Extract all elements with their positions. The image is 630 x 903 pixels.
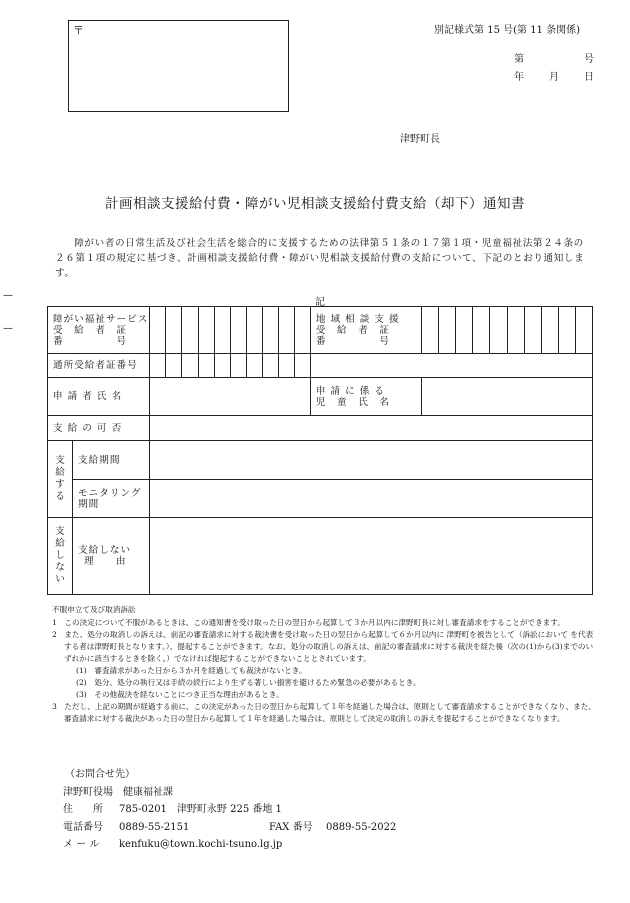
support-number-label: 地 域 相 談 支 援 受 給 者 証 番 号: [310, 307, 421, 354]
digit-cell[interactable]: [439, 307, 456, 354]
contact-office: 津野町役場 健康福祉課: [63, 786, 173, 798]
phone-value: 0889-55-2151: [119, 821, 190, 833]
body-text: 障がい者の日常生活及び社会生活を総合的に支援するための法律第５１条の１７第１項・児童福祉法第２４条の２６第１項の規定に基づき、計画相談支援給付費・障がい児相談支援給付費の支給について、下記のとおり通知します。: [55, 238, 585, 279]
document-number: [514, 50, 594, 65]
digit-cell[interactable]: [294, 354, 310, 378]
table-row: [48, 518, 593, 595]
table-row: [48, 480, 593, 518]
note-item: 1 この決定について不服があるときは、この通知書を受け取った日の翌日から起算して３か月以内に津野町長に対し審査請求をすることができます。: [52, 618, 565, 627]
number-prefix: 第: [514, 54, 524, 65]
document-title: 計画相談支援給付費・障がい児相談支援給付費支給（却下）通知書: [105, 196, 525, 212]
phone-label: 電話番号: [63, 821, 103, 833]
margin-dash: —: [3, 290, 13, 301]
monitoring-label: モニタリング 期間: [73, 480, 150, 518]
date-day: 日: [584, 72, 594, 83]
postal-mark: 〒: [73, 24, 84, 37]
contact-address-row: [63, 801, 396, 819]
child-name-label: 申 請 に 係 る 児 童 氏 名: [310, 378, 421, 416]
address-value: 785-0201 津野町永野 225 番地 1: [119, 804, 282, 815]
notes-heading: 不服申立て及び取消訴訟: [52, 605, 136, 614]
ki-heading: 記: [315, 297, 325, 308]
digit-cell[interactable]: [230, 354, 246, 378]
appeal-notes: [52, 604, 597, 725]
table-row: [48, 441, 593, 480]
address-label: 住 所: [63, 804, 103, 815]
day-care-number-label: 通所受給者証番号: [48, 354, 150, 378]
digit-cell[interactable]: [422, 307, 439, 354]
digit-cell[interactable]: [278, 307, 294, 354]
digit-cell[interactable]: [541, 307, 558, 354]
monitoring-field[interactable]: [150, 480, 593, 518]
digit-cell[interactable]: [575, 307, 592, 354]
digit-cell[interactable]: [262, 307, 278, 354]
fax-value: 0889-55-2022: [326, 821, 397, 833]
digit-cell[interactable]: [246, 354, 262, 378]
date-year: 年: [514, 72, 524, 83]
note-item: 2 また、処分の取消しの訴えは、前記の審査請求に対する裁決書を受け取った日の翌日から起算して６か月以内に 津野町を被告として（訴訟において を代表する者は津野町長となります。）、提起することができます。なお、処分の取消しの訴えは、前記の審査請求に対する裁決を経た後（次の(1)から(3)までのいずれかに該当するときを除く。）でなければ提起することができないこととされています。: [52, 630, 594, 663]
digit-cell[interactable]: [182, 354, 198, 378]
digit-cell[interactable]: [294, 307, 310, 354]
digit-cell[interactable]: [524, 307, 541, 354]
deny-vertical-label: 支 給 し な い: [48, 518, 73, 595]
document-date: [514, 68, 594, 83]
applicant-name-label: 申 請 者 氏 名: [48, 378, 150, 416]
digit-cell[interactable]: [150, 354, 166, 378]
note-item: 3 ただし、上記の期間が経過する前に、この決定があった日の翌日から起算して１年を経過した場合は、原則として審査請求することができなくなり、また、審査請求に対する裁決があった日の翌日から起算して１年を経過した場合は、原則として決定の取消しの訴えを提起することができなくなります。: [52, 702, 596, 723]
period-field[interactable]: [150, 441, 593, 480]
contact-phone-row: [63, 819, 396, 837]
digit-cell[interactable]: [490, 307, 507, 354]
child-name-field[interactable]: [422, 378, 593, 416]
note-subitem: (1) 審査請求があった日から３か月を経過しても裁決がないとき。: [76, 666, 307, 675]
contact-block: [63, 766, 396, 854]
digit-cell[interactable]: [182, 307, 198, 354]
fax-label: FAX 番号: [269, 821, 313, 833]
contact-heading: （お問合せ先）: [65, 769, 135, 780]
digit-cell[interactable]: [246, 307, 262, 354]
details-table: [47, 306, 593, 595]
digit-cell[interactable]: [214, 354, 230, 378]
table-row: [48, 307, 593, 354]
note-subitem: (2) 処分、処分の執行又は手続の続行により生ずる著しい損害を避けるため緊急の必要があるとき。: [76, 678, 421, 687]
digit-cell[interactable]: [166, 354, 182, 378]
digit-cell[interactable]: [150, 307, 166, 354]
digit-cell[interactable]: [262, 354, 278, 378]
contact-mail-row: [63, 836, 396, 854]
table-row: [48, 354, 593, 378]
digit-cell[interactable]: [456, 307, 473, 354]
period-label: 支給期間: [73, 441, 150, 480]
digit-cell[interactable]: [166, 307, 182, 354]
mail-label: メ ー ル: [63, 839, 100, 850]
mail-value[interactable]: kenfuku@town.kochi-tsuno.lg.jp: [119, 839, 283, 850]
digit-cell[interactable]: [198, 307, 214, 354]
digit-cell[interactable]: [558, 307, 575, 354]
address-box: [68, 20, 289, 112]
approval-field[interactable]: [150, 416, 593, 441]
digit-cell[interactable]: [230, 307, 246, 354]
digit-cell[interactable]: [507, 307, 524, 354]
note-subitem: (3) その他裁決を経ないことにつき正当な理由があるとき。: [76, 690, 284, 699]
applicant-name-field[interactable]: [150, 378, 310, 416]
recipient-number-label: 障がい福祉サービス 受 給 者 証 番 号: [48, 307, 150, 354]
digit-cell[interactable]: [278, 354, 294, 378]
digit-cell[interactable]: [473, 307, 490, 354]
approval-label: 支 給 の 可 否: [48, 416, 150, 441]
number-suffix: 号: [584, 54, 594, 65]
blank-cell: [310, 354, 592, 378]
table-row: [48, 378, 593, 416]
reason-field[interactable]: [150, 518, 593, 595]
digit-cell[interactable]: [198, 354, 214, 378]
reason-label: 支給しない 理 由: [73, 518, 150, 595]
digit-cell[interactable]: [214, 307, 230, 354]
issuer: 津野町長: [400, 134, 440, 145]
margin-dash: —: [3, 323, 13, 334]
table-row: [48, 416, 593, 441]
grant-vertical-label: 支 給 す る: [48, 441, 73, 518]
date-month: 月: [549, 72, 559, 83]
form-label: 別記様式第 15 号(第 11 条関係): [434, 25, 580, 36]
